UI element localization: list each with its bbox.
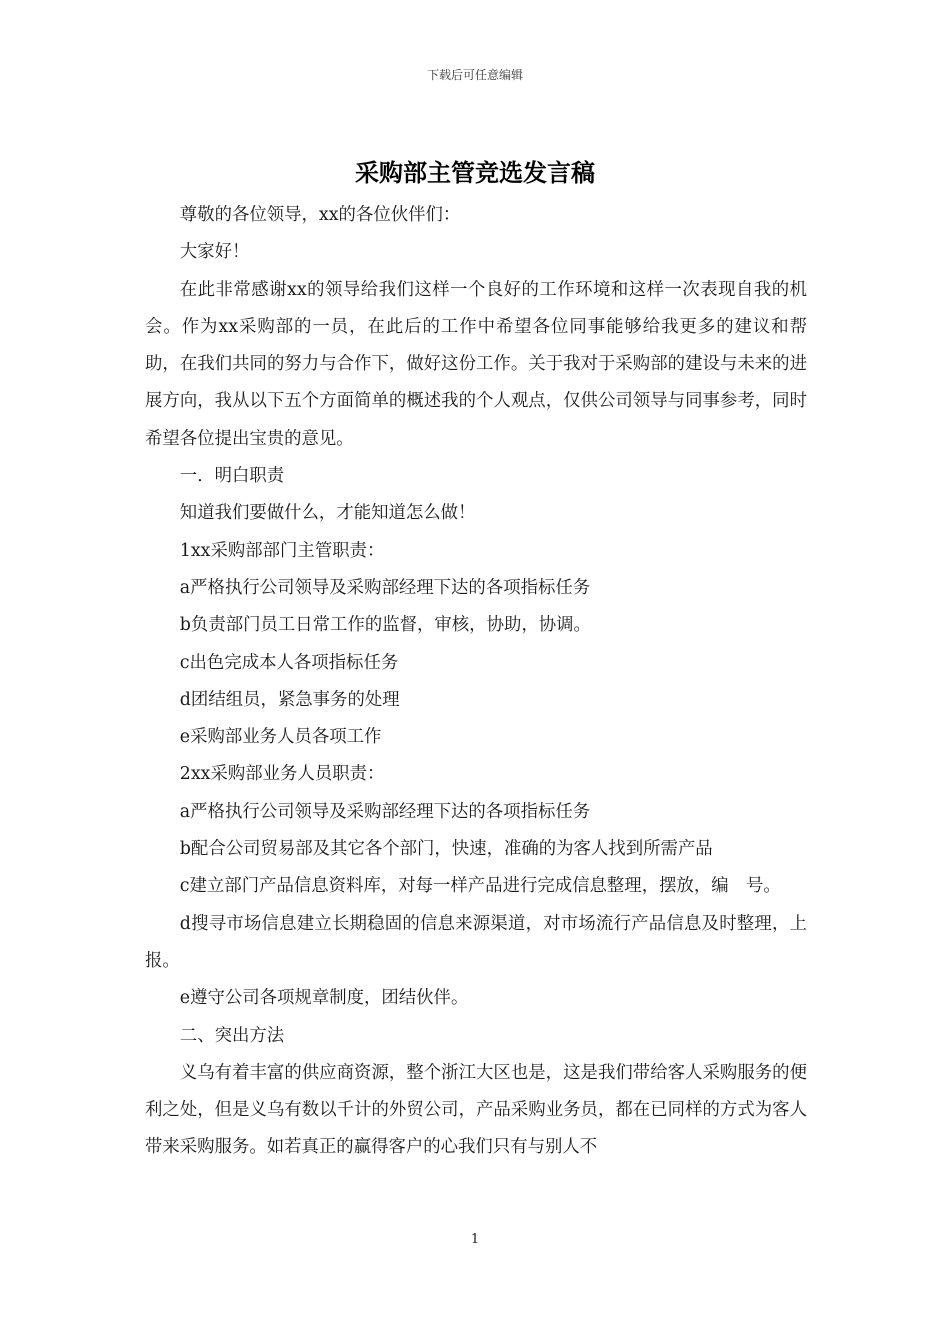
- list-item: b配合公司贸易部及其它各个部门，快速，准确的为客人找到所需产品: [179, 839, 713, 860]
- list-item: b负责部门员工日常工作的监督，审核，协助，协调。: [179, 615, 591, 636]
- document-body: [145, 197, 807, 1167]
- salutation: 尊敬的各位领导，xx的各位伙伴们：: [179, 205, 461, 225]
- subsection-heading: 1xx采购部部门主管职责：: [179, 540, 385, 561]
- list-item: e遵守公司各项规章制度，团结伙伴。: [179, 988, 469, 1009]
- section-lead: 知道我们要做什么，才能知道怎么做！: [179, 503, 476, 524]
- list-item: c建立部门产品信息资料库，对每一样产品进行完成信息整理，摆放，编 号。: [179, 876, 781, 897]
- list-item: c出色完成本人各项指标任务: [179, 652, 399, 673]
- list-item: d搜寻市场信息建立长期稳固的信息来源渠道，对市场流行产品信息及时整理，上报。: [145, 913, 807, 971]
- list-item: a严格执行公司领导及采购部经理下达的各项指标任务: [179, 801, 591, 822]
- list-item: e采购部业务人员各项工作: [179, 727, 382, 748]
- subsection-heading: 2xx采购部业务人员职责：: [179, 764, 385, 785]
- page-header-note: 下载后可任意编辑: [426, 68, 523, 82]
- page-number: 1: [470, 1232, 480, 1247]
- list-item: d团结组员，紧急事务的处理: [179, 689, 400, 710]
- document-title: 采购部主管竞选发言稿: [355, 158, 595, 187]
- intro-paragraph: 在此非常感谢xx的领导给我们这样一个良好的工作环境和这样一次表现自我的机会。作为xx采购部的一员，在此后的工作中希望各位同事能够给我更多的建议和帮助，在我们共同的努力与合作下，做好这份工作。关于我对于采购部的建设与未来的进展方向，我从以下五个方面简单的概述我的个人观点，仅供公司领导与同事参考，同时希望各位提出宝贵的意见。: [145, 279, 807, 449]
- greeting: 大家好！: [179, 242, 250, 263]
- section-heading-2: 二、突出方法: [179, 1025, 285, 1046]
- section-heading-1: 一．明白职责: [179, 466, 285, 487]
- body-paragraph: 义乌有着丰富的供应商资源，整个浙江大区也是，这是我们带给客人采购服务的便利之处，但是义乌有数以千计的外贸公司，产品采购业务员，都在已同样的方式为客人带来采购服务。如若真正的赢得客户的心我们只有与别人不: [145, 1062, 807, 1158]
- list-item: a严格执行公司领导及采购部经理下达的各项指标任务: [179, 577, 591, 598]
